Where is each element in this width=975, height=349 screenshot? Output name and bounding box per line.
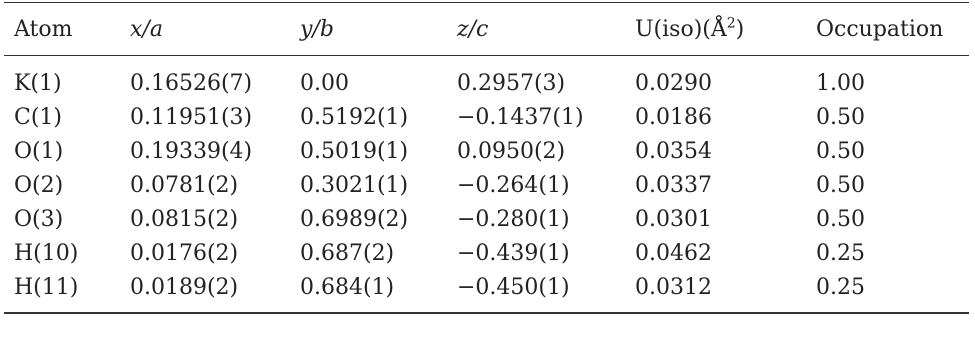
table-row bbox=[4, 56, 969, 100]
cell-x: 0.0176(2) bbox=[130, 240, 239, 266]
header-uiso-suffix: ) bbox=[735, 16, 745, 42]
cell-uiso: 0.0312 bbox=[635, 274, 712, 300]
cell-occupation: 0.50 bbox=[816, 206, 865, 232]
cell-z: 0.0950(2) bbox=[457, 138, 566, 164]
cell-uiso: 0.0354 bbox=[635, 138, 712, 164]
cell-y: 0.00 bbox=[300, 70, 349, 96]
cell-y: 0.684(1) bbox=[300, 274, 395, 300]
cell-occupation: 0.50 bbox=[816, 172, 865, 198]
cell-y: 0.3021(1) bbox=[300, 172, 409, 198]
bottom-rule bbox=[4, 312, 969, 314]
header-occupation: Occupation bbox=[816, 16, 944, 42]
data-table bbox=[4, 3, 969, 55]
cell-occupation: 0.50 bbox=[816, 138, 865, 164]
table-row bbox=[4, 100, 969, 134]
cell-atom: H(10) bbox=[14, 240, 79, 266]
table-row bbox=[4, 236, 969, 270]
cell-atom: O(2) bbox=[14, 172, 64, 198]
cell-occupation: 0.25 bbox=[816, 274, 865, 300]
header-x: x/a bbox=[130, 16, 163, 42]
cell-z: −0.439(1) bbox=[457, 240, 570, 266]
cell-z: −0.280(1) bbox=[457, 206, 570, 232]
cell-occupation: 0.50 bbox=[816, 104, 865, 130]
data-table-body bbox=[4, 56, 969, 312]
cell-uiso: 0.0337 bbox=[635, 172, 712, 198]
cell-atom: O(1) bbox=[14, 138, 64, 164]
header-uiso bbox=[635, 3, 816, 55]
cell-atom: O(3) bbox=[14, 206, 64, 232]
cell-x: 0.19339(4) bbox=[130, 138, 253, 164]
header-atom: Atom bbox=[14, 16, 73, 42]
table-row bbox=[4, 168, 969, 202]
cell-y: 0.5019(1) bbox=[300, 138, 409, 164]
cell-atom: H(11) bbox=[14, 274, 79, 300]
header-row bbox=[4, 3, 969, 55]
table-row bbox=[4, 134, 969, 168]
cell-atom: C(1) bbox=[14, 104, 62, 130]
cell-occupation: 1.00 bbox=[816, 70, 865, 96]
cell-y: 0.687(2) bbox=[300, 240, 395, 266]
cell-z: −0.450(1) bbox=[457, 274, 570, 300]
cell-x: 0.16526(7) bbox=[130, 70, 253, 96]
cell-uiso: 0.0301 bbox=[635, 206, 712, 232]
cell-x: 0.0781(2) bbox=[130, 172, 239, 198]
header-uiso-sup: 2 bbox=[726, 15, 736, 32]
cell-y: 0.5192(1) bbox=[300, 104, 409, 130]
table-row bbox=[4, 270, 969, 312]
header-z: z/c bbox=[457, 16, 489, 42]
cell-x: 0.0815(2) bbox=[130, 206, 239, 232]
cell-z: 0.2957(3) bbox=[457, 70, 566, 96]
cell-x: 0.0189(2) bbox=[130, 274, 239, 300]
atomic-coordinates-table bbox=[4, 0, 969, 314]
cell-z: −0.264(1) bbox=[457, 172, 570, 198]
cell-uiso: 0.0290 bbox=[635, 70, 712, 96]
cell-x: 0.11951(3) bbox=[130, 104, 253, 130]
header-y: y/b bbox=[300, 16, 334, 42]
header-uiso-prefix: U(iso)(Å bbox=[635, 16, 727, 42]
cell-uiso: 0.0462 bbox=[635, 240, 712, 266]
cell-atom: K(1) bbox=[14, 70, 62, 96]
cell-occupation: 0.25 bbox=[816, 240, 865, 266]
cell-y: 0.6989(2) bbox=[300, 206, 409, 232]
cell-z: −0.1437(1) bbox=[457, 104, 584, 130]
table-row bbox=[4, 202, 969, 236]
cell-uiso: 0.0186 bbox=[635, 104, 712, 130]
